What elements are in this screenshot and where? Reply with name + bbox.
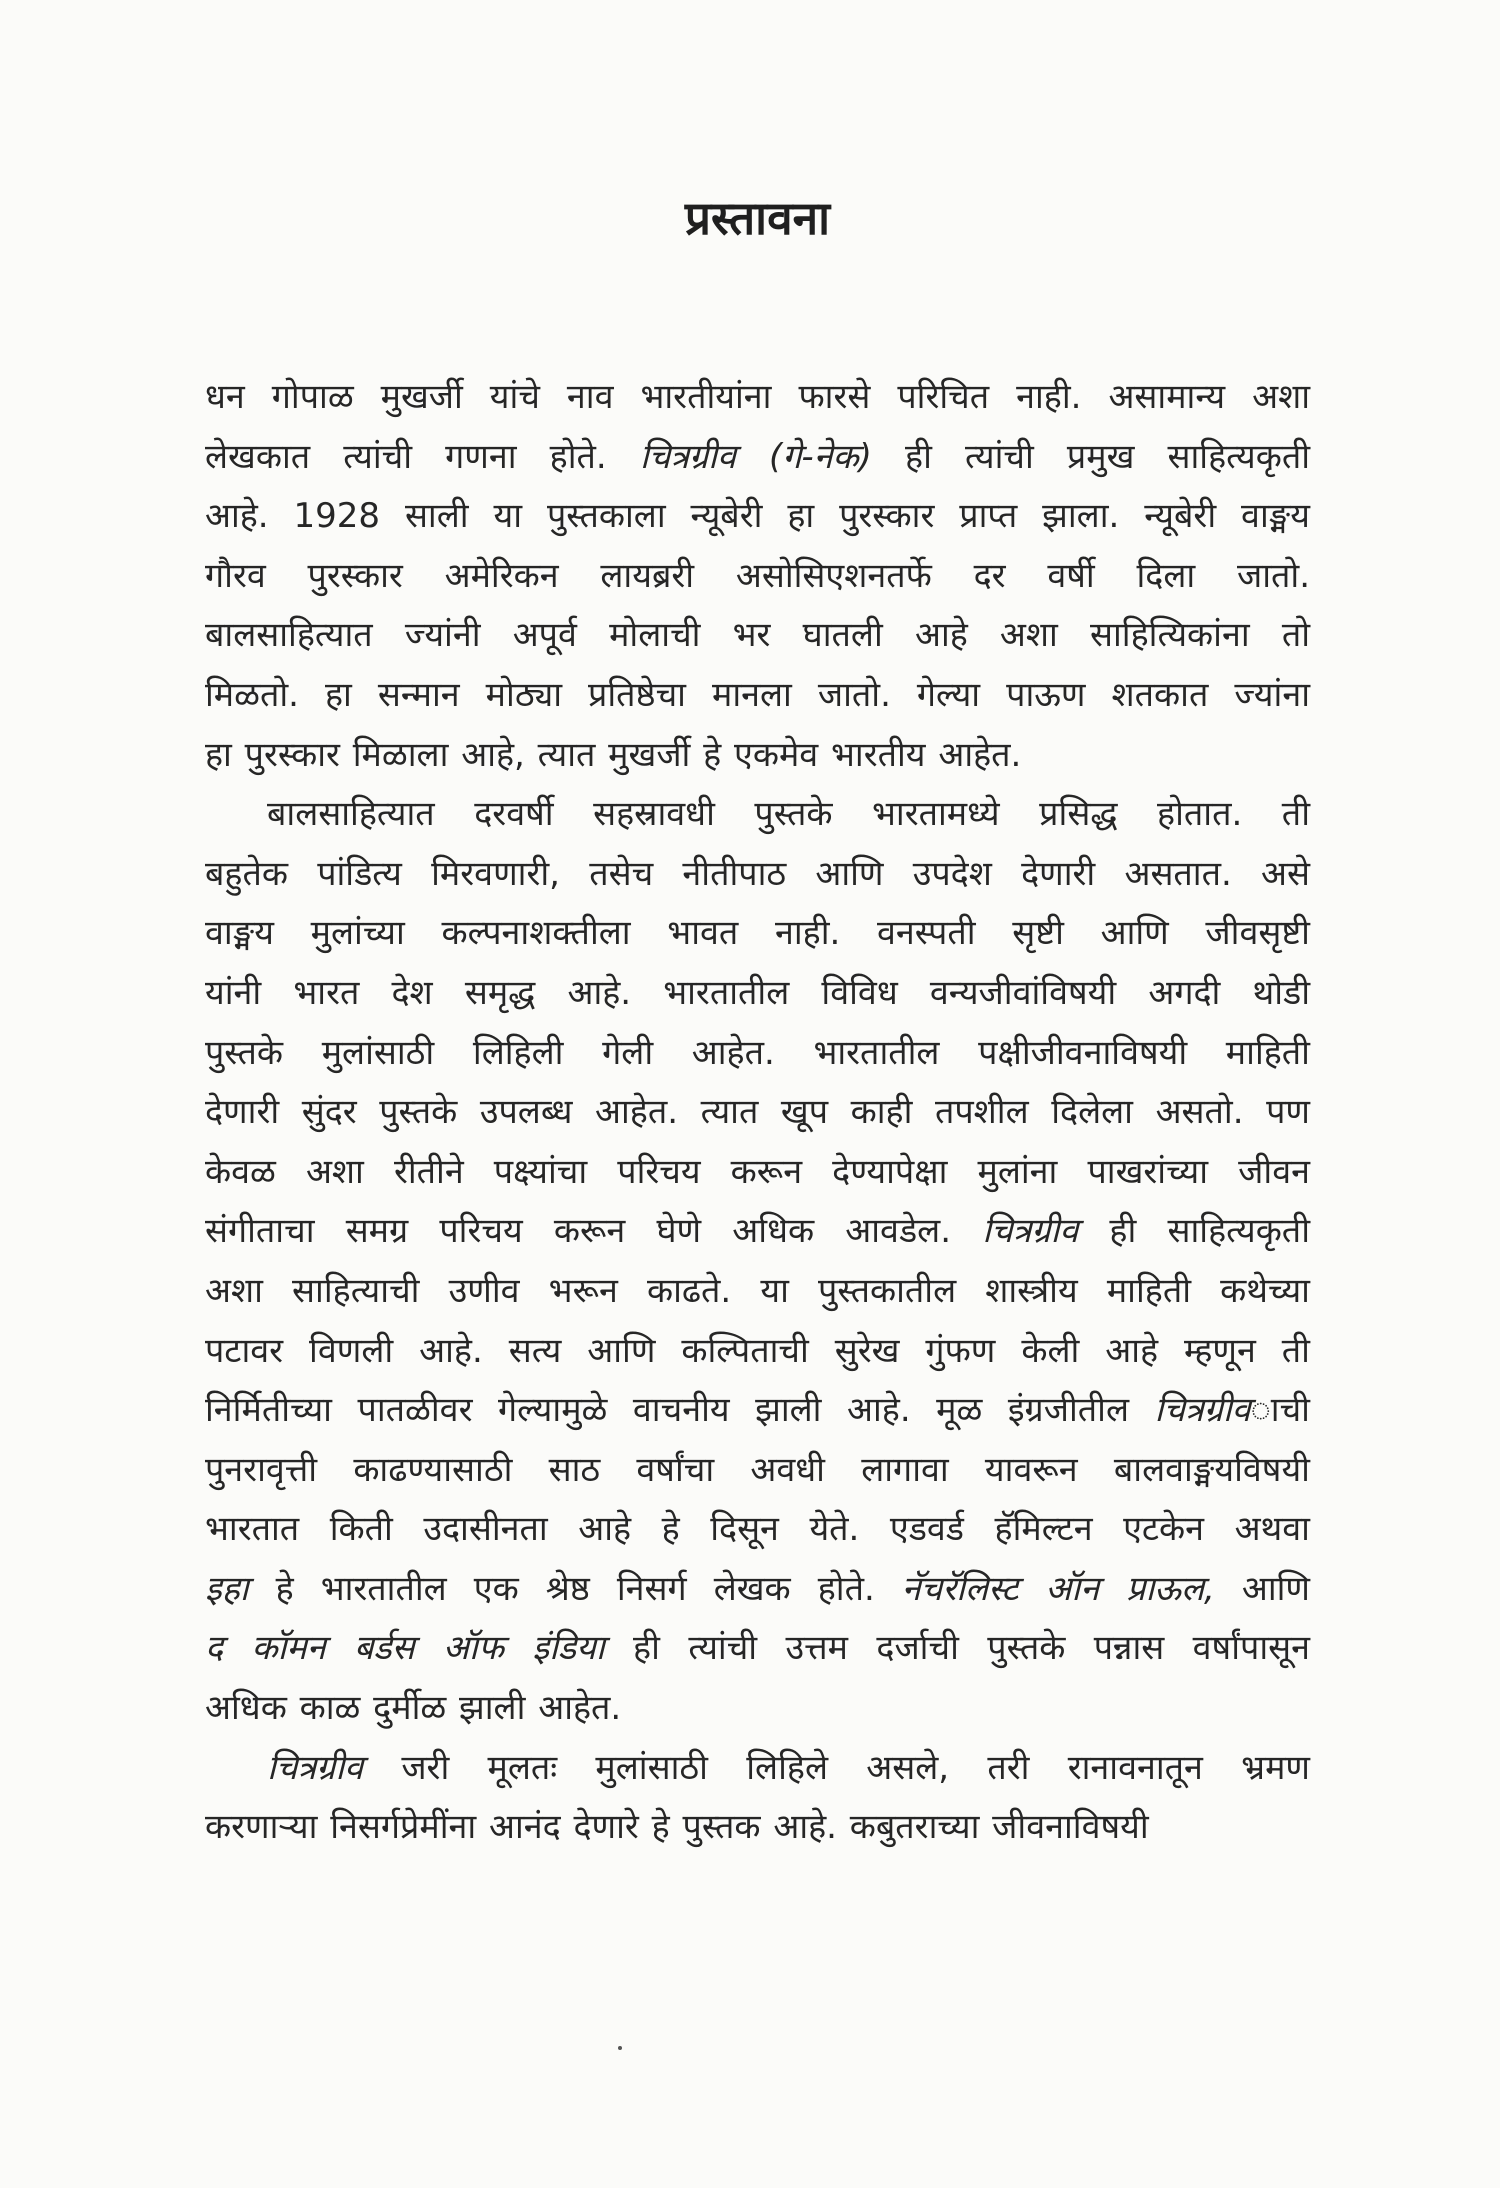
text-segment: ाची bbox=[1250, 1390, 1310, 1431]
text-segment: ही त्यांची प्रमुख साहित्यकृती bbox=[871, 436, 1311, 477]
text-line bbox=[205, 428, 1310, 488]
text-line bbox=[205, 1739, 1310, 1799]
text-line bbox=[205, 904, 1310, 964]
text-line bbox=[205, 785, 1310, 845]
text-line bbox=[205, 666, 1310, 726]
text-line bbox=[205, 726, 1310, 786]
text-segment: जरी मूलतः मुलांसाठी लिहिले असले, तरी रानावनातून भ्रमण bbox=[363, 1747, 1310, 1788]
text-segment: मिळतो. हा सन्मान मोठ्या प्रतिष्ठेचा मानला जातो. गेल्या पाऊण शतकात ज्यांना bbox=[205, 674, 1310, 715]
text-segment: अधिक काळ दुर्मीळ झाली आहेत. bbox=[205, 1688, 622, 1729]
text-line bbox=[205, 1441, 1310, 1501]
text-segment: यांनी भारत देश समृद्ध आहे. भारतातील विविध वन्यजीवांविषयी अगदी थोडी bbox=[205, 972, 1310, 1013]
italic-title: चित्रग्रीव bbox=[267, 1747, 364, 1788]
text-segment: संगीताचा समग्र परिचय करून घेणे अधिक आवडेल. bbox=[205, 1211, 983, 1252]
text-segment: केवळ अशा रीतीने पक्ष्यांचा परिचय करून देण्यापेक्षा मुलांना पाखरांच्या जीवन bbox=[205, 1151, 1310, 1192]
text-segment: पटावर विणली आहे. सत्य आणि कल्पिताची सुरेख गुंफण केली आहे म्हणून ती bbox=[205, 1330, 1310, 1371]
text-segment: लेखकात त्यांची गणना होते. bbox=[205, 436, 640, 477]
text-segment: ही त्यांची उत्तम दर्जाची पुस्तके पन्नास वर्षांपासून bbox=[604, 1628, 1310, 1669]
text-line bbox=[205, 1500, 1310, 1560]
italic-title: द कॉमन बर्डस ऑफ इंडिया bbox=[205, 1628, 605, 1669]
italic-title: नॅचरॅलिस्ट ऑन प्राऊल, bbox=[901, 1568, 1215, 1609]
paragraph bbox=[205, 1739, 1310, 1858]
text-line bbox=[205, 1560, 1310, 1620]
text-segment: धन गोपाळ मुखर्जी यांचे नाव भारतीयांना फारसे परिचित नाही. असामान्य अशा bbox=[205, 377, 1310, 417]
body-text bbox=[205, 368, 1310, 1858]
italic-title: इहा bbox=[205, 1568, 249, 1609]
text-segment: निर्मितीच्या पातळीवर गेल्यामुळे वाचनीय झाली आहे. मूळ इंग्रजीतील bbox=[205, 1390, 1155, 1431]
text-segment: करणाऱ्या निसर्गप्रेमींना आनंद देणारे हे पुस्तक आहे. कबुतराच्या जीवनाविषयी bbox=[205, 1807, 1149, 1848]
text-segment: आहे. 1928 साली या पुस्तकाला न्यूबेरी हा पुरस्कार प्राप्त झाला. न्यूबेरी वाङ्मय bbox=[205, 496, 1310, 537]
text-line bbox=[205, 1262, 1310, 1322]
text-line bbox=[205, 1202, 1310, 1262]
text-segment: गौरव पुरस्कार अमेरिकन लायब्ररी असोसिएशनतर्फे दर वर्षी दिला जातो. bbox=[205, 555, 1310, 596]
text-segment: बहुतेक पांडित्य मिरवणारी, तसेच नीतीपाठ आणि उपदेश देणारी असतात. असे bbox=[205, 853, 1310, 894]
text-line bbox=[205, 1679, 1310, 1739]
text-line bbox=[205, 1083, 1310, 1143]
text-line bbox=[205, 845, 1310, 905]
text-segment: ही साहित्यकृती bbox=[1078, 1211, 1310, 1252]
text-line bbox=[205, 1143, 1310, 1203]
text-line bbox=[205, 1322, 1310, 1382]
text-segment: हे भारतातील एक श्रेष्ठ निसर्ग लेखक होते. bbox=[248, 1568, 902, 1609]
text-segment: आणि bbox=[1214, 1568, 1310, 1609]
text-segment: अशा साहित्याची उणीव भरून काढते. या पुस्तकातील शास्त्रीय माहिती कथेच्या bbox=[205, 1270, 1310, 1311]
text-segment: पुनरावृत्ती काढण्यासाठी साठ वर्षांचा अवधी लागावा यावरून बालवाङ्मयविषयी bbox=[205, 1449, 1310, 1490]
paragraph bbox=[205, 785, 1310, 1739]
text-segment: बालसाहित्यात दरवर्षी सहस्रावधी पुस्तके भारतामध्ये प्रसिद्ध होतात. ती bbox=[267, 794, 1310, 835]
text-line bbox=[205, 547, 1310, 607]
page-mark bbox=[618, 2046, 622, 2050]
text-segment: भारतात किती उदासीनता आहे हे दिसून येते. एडवर्ड हॅमिल्टन एटकेन अथवा bbox=[205, 1509, 1310, 1550]
text-line bbox=[205, 964, 1310, 1024]
italic-title: चित्रग्रीव bbox=[982, 1211, 1079, 1252]
document-page bbox=[0, 188, 1500, 2188]
text-segment: पुस्तके मुलांसाठी लिहिली गेली आहेत. भारतातील पक्षीजीवनाविषयी माहिती bbox=[205, 1032, 1310, 1073]
text-segment: हा पुरस्कार मिळाला आहे, त्यात मुखर्जी हे एकमेव भारतीय आहेत. bbox=[205, 734, 1022, 775]
text-line bbox=[205, 1619, 1310, 1679]
text-segment: बालसाहित्यात ज्यांनी अपूर्व मोलाची भर घातली आहे अशा साहित्यिकांना तो bbox=[205, 615, 1310, 656]
page-title: प्रस्तावना bbox=[684, 191, 831, 245]
text-line bbox=[205, 606, 1310, 666]
text-line bbox=[205, 1798, 1310, 1858]
text-segment: देणारी सुंदर पुस्तके उपलब्ध आहेत. त्यात खूप काही तपशील दिलेला असतो. पण bbox=[205, 1092, 1310, 1133]
italic-title: चित्रग्रीव bbox=[1154, 1390, 1251, 1431]
paragraph bbox=[205, 368, 1310, 785]
text-line bbox=[205, 1024, 1310, 1084]
text-line bbox=[205, 1381, 1310, 1441]
text-segment: वाङ्मय मुलांच्या कल्पनाशक्तीला भावत नाही. वनस्पती सृष्टी आणि जीवसृष्टी bbox=[205, 913, 1310, 954]
italic-title: चित्रग्रीव (गे-नेक) bbox=[639, 436, 872, 477]
text-line bbox=[205, 487, 1310, 547]
text-line bbox=[205, 368, 1310, 428]
